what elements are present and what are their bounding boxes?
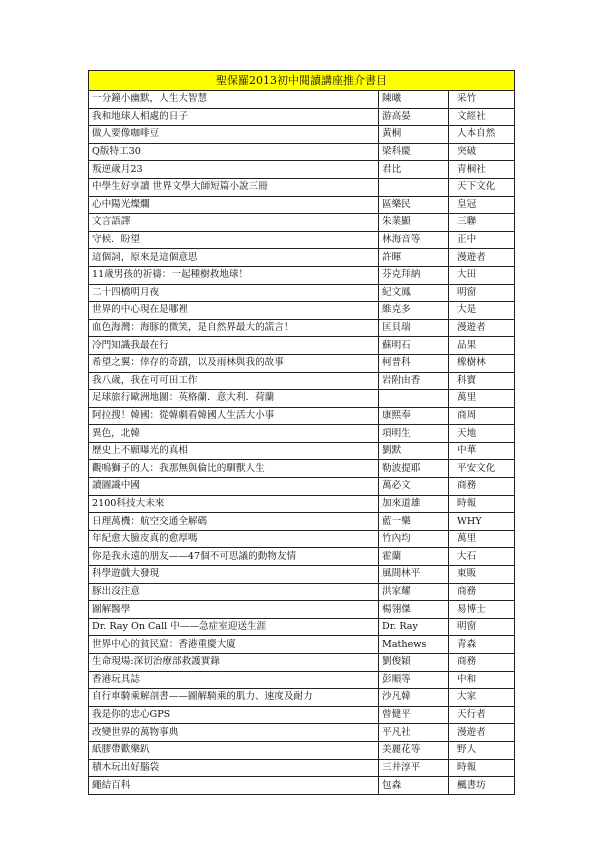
book-publisher-cell: 平安文化 (449, 460, 515, 478)
book-title-cell: 香港玩具誌 (89, 671, 379, 689)
book-row (89, 689, 515, 707)
book-row (89, 442, 515, 460)
book-title-cell: Dr. Ray On Call 中——急症室迎送生涯 (89, 618, 379, 636)
book-title-cell: 生命現場:深切治療部救護實錄 (89, 654, 379, 672)
book-title-cell: 繩結百科 (89, 777, 379, 795)
book-title-cell: 歷史上不願曝光的真相 (89, 442, 379, 460)
book-row (89, 196, 515, 214)
book-publisher-cell: 大家 (449, 689, 515, 707)
book-author-cell: 陳曦 (379, 91, 449, 109)
book-title-cell: 這個詞，原來是這個意思 (89, 249, 379, 267)
book-publisher-cell: 橡樹林 (449, 354, 515, 372)
book-row (89, 636, 515, 654)
book-title-cell: 心中陽光燦爛 (89, 196, 379, 214)
book-row (89, 654, 515, 672)
book-publisher-cell: 三聯 (449, 214, 515, 232)
book-author-cell: Mathews (379, 636, 449, 654)
book-author-cell: 劉默 (379, 442, 449, 460)
book-row (89, 583, 515, 601)
book-author-cell: 加來道雄 (379, 495, 449, 513)
book-author-cell: 劉俊穎 (379, 654, 449, 672)
book-publisher-cell: 時報 (449, 759, 515, 777)
book-author-cell: 朱業顯 (379, 214, 449, 232)
book-publisher-cell: 商務 (449, 478, 515, 496)
book-title-cell: 我八歲，我在可可田工作 (89, 372, 379, 390)
book-title-cell: 中學生好享讀 世界文學大師短篇小說三冊 (89, 178, 379, 196)
book-title-cell: 科學遊戲大發現 (89, 566, 379, 584)
book-publisher-cell: 正中 (449, 231, 515, 249)
book-title-cell: 冷門知識我最在行 (89, 337, 379, 355)
book-row (89, 777, 515, 795)
book-author-cell: 項明生 (379, 425, 449, 443)
book-title-cell: Q版特工30 (89, 143, 379, 161)
book-author-cell: 曾健平 (379, 706, 449, 724)
book-title-cell: 觀鳴獅子的人：我那無與倫比的馴獸人生 (89, 460, 379, 478)
book-row (89, 249, 515, 267)
book-publisher-cell: 天下文化 (449, 178, 515, 196)
book-author-cell: 沙凡韓 (379, 689, 449, 707)
book-author-cell: 美麗花等 (379, 741, 449, 759)
book-publisher-cell: 大石 (449, 548, 515, 566)
book-publisher-cell: 野人 (449, 741, 515, 759)
page-title: 聖保羅2013初中閱讀講座推介書目 (89, 71, 515, 91)
book-title-cell: 11歲男孩的祈禱：一起種樹救地球！ (89, 266, 379, 284)
book-row (89, 266, 515, 284)
book-row (89, 91, 515, 109)
book-row (89, 548, 515, 566)
book-author-cell: 岩附由香 (379, 372, 449, 390)
book-publisher-cell: 明窗 (449, 284, 515, 302)
book-row (89, 284, 515, 302)
book-author-cell: 楊翎傑 (379, 601, 449, 619)
book-list-sheet (88, 70, 514, 795)
book-publisher-cell: 大是 (449, 302, 515, 320)
book-row (89, 566, 515, 584)
book-author-cell: 藍一樂 (379, 513, 449, 531)
book-title-cell: 年紀愈大臉皮真的愈厚嗎 (89, 530, 379, 548)
book-row (89, 478, 515, 496)
book-author-cell: 君比 (379, 161, 449, 179)
book-publisher-cell: 采竹 (449, 91, 515, 109)
book-title-cell: 一分鐘小幽默，人生大智慧 (89, 91, 379, 109)
book-publisher-cell: 中華 (449, 442, 515, 460)
book-publisher-cell: 突破 (449, 143, 515, 161)
book-publisher-cell: 天行者 (449, 706, 515, 724)
book-author-cell: 柯普科 (379, 354, 449, 372)
book-author-cell: 紀文鳳 (379, 284, 449, 302)
book-publisher-cell: 萬里 (449, 390, 515, 408)
book-author-cell: 洪家耀 (379, 583, 449, 601)
book-row (89, 460, 515, 478)
book-publisher-cell: 楓書坊 (449, 777, 515, 795)
book-list-table (88, 70, 515, 795)
book-author-cell: 黃桐 (379, 126, 449, 144)
book-author-cell: 區樂民 (379, 196, 449, 214)
book-row (89, 601, 515, 619)
book-row (89, 618, 515, 636)
book-publisher-cell: 商務 (449, 583, 515, 601)
book-row (89, 337, 515, 355)
book-author-cell: 霍蘭 (379, 548, 449, 566)
book-author-cell: 蘇明石 (379, 337, 449, 355)
book-publisher-cell: 時報 (449, 495, 515, 513)
book-publisher-cell: WHY (449, 513, 515, 531)
book-publisher-cell: 東販 (449, 566, 515, 584)
book-publisher-cell: 易博士 (449, 601, 515, 619)
book-title-cell: 異色，北韓 (89, 425, 379, 443)
book-publisher-cell: 人本自然 (449, 126, 515, 144)
book-author-cell: 三井淳平 (379, 759, 449, 777)
title-row (89, 71, 515, 91)
book-publisher-cell: 漫遊者 (449, 249, 515, 267)
book-title-cell: 阿拉搜！韓國：從韓劇看韓國人生活大小事 (89, 407, 379, 425)
book-title-cell: 積木玩出好腦袋 (89, 759, 379, 777)
book-author-cell: 維克多 (379, 302, 449, 320)
book-author-cell: 梁科慶 (379, 143, 449, 161)
book-publisher-cell: 青桐社 (449, 161, 515, 179)
book-author-cell: 游高晏 (379, 108, 449, 126)
book-publisher-cell: 明窗 (449, 618, 515, 636)
book-author-cell: 康熙奉 (379, 407, 449, 425)
book-author-cell: 芬克拜納 (379, 266, 449, 284)
book-publisher-cell: 商周 (449, 407, 515, 425)
book-title-cell: 守候．盼望 (89, 231, 379, 249)
book-publisher-cell: 漫遊者 (449, 319, 515, 337)
book-title-cell: 圖解醫學 (89, 601, 379, 619)
book-publisher-cell: 科寶 (449, 372, 515, 390)
book-publisher-cell: 品果 (449, 337, 515, 355)
book-publisher-cell: 青森 (449, 636, 515, 654)
book-row (89, 354, 515, 372)
book-author-cell: Dr. Ray (379, 618, 449, 636)
book-title-cell: 我和地球人相處的日子 (89, 108, 379, 126)
book-title-cell: 血色海灣：海豚的微笑，是自然界最大的謊言！ (89, 319, 379, 337)
book-title-cell: 2100科技大未來 (89, 495, 379, 513)
book-title-cell: 改變世界的萬物事典 (89, 724, 379, 742)
book-author-cell: 許暉 (379, 249, 449, 267)
book-author-cell: 竹內均 (379, 530, 449, 548)
book-publisher-cell: 天地 (449, 425, 515, 443)
book-row (89, 706, 515, 724)
book-author-cell: 風間林平 (379, 566, 449, 584)
book-author-cell: 勒波提耶 (379, 460, 449, 478)
book-row (89, 407, 515, 425)
book-title-cell: 做人要像咖啡豆 (89, 126, 379, 144)
book-author-cell: 彭順等 (379, 671, 449, 689)
book-publisher-cell: 大田 (449, 266, 515, 284)
book-author-cell: 萬必文 (379, 478, 449, 496)
book-title-cell: 叛逆歲月23 (89, 161, 379, 179)
book-row (89, 495, 515, 513)
book-title-cell: 二十四橋明月夜 (89, 284, 379, 302)
book-row (89, 759, 515, 777)
book-author-cell (379, 178, 449, 196)
book-row (89, 513, 515, 531)
book-row (89, 178, 515, 196)
book-publisher-cell: 漫遊者 (449, 724, 515, 742)
book-title-cell: 紙膠帶歡樂趴 (89, 741, 379, 759)
book-publisher-cell: 商務 (449, 654, 515, 672)
book-title-cell: 我是你的忠心GPS (89, 706, 379, 724)
book-row (89, 390, 515, 408)
book-publisher-cell: 皇冠 (449, 196, 515, 214)
book-publisher-cell: 中和 (449, 671, 515, 689)
book-title-cell: 世界的中心現在是哪裡 (89, 302, 379, 320)
book-author-cell (379, 390, 449, 408)
book-row (89, 372, 515, 390)
book-row (89, 302, 515, 320)
book-row (89, 530, 515, 548)
book-row (89, 741, 515, 759)
book-row (89, 126, 515, 144)
book-author-cell: 匡貝瑞 (379, 319, 449, 337)
book-author-cell: 林海音等 (379, 231, 449, 249)
book-title-cell: 自行車騎乘解剖書——圖解騎乘的肌力、速度及耐力 (89, 689, 379, 707)
book-row (89, 671, 515, 689)
book-title-cell: 你是我永遠的朋友——47個不可思議的動物友情 (89, 548, 379, 566)
book-author-cell: 包森 (379, 777, 449, 795)
book-row (89, 425, 515, 443)
book-row (89, 319, 515, 337)
book-row (89, 214, 515, 232)
book-row (89, 108, 515, 126)
book-title-cell: 日理萬機：航空交通全解碼 (89, 513, 379, 531)
book-row (89, 724, 515, 742)
book-row (89, 143, 515, 161)
book-row (89, 231, 515, 249)
book-title-cell: 世界中心的貧民窟：香港重慶大廈 (89, 636, 379, 654)
book-row (89, 161, 515, 179)
book-title-cell: 足球旅行歐洲地圖：英格蘭．意大利．荷蘭 (89, 390, 379, 408)
book-title-cell: 文言語譯 (89, 214, 379, 232)
book-publisher-cell: 文經社 (449, 108, 515, 126)
book-title-cell: 豚出沒注意 (89, 583, 379, 601)
book-title-cell: 希望之翼：倖存的奇蹟，以及雨林與我的故事 (89, 354, 379, 372)
book-title-cell: 讀圖識中國 (89, 478, 379, 496)
book-author-cell: 平凡社 (379, 724, 449, 742)
book-publisher-cell: 萬里 (449, 530, 515, 548)
